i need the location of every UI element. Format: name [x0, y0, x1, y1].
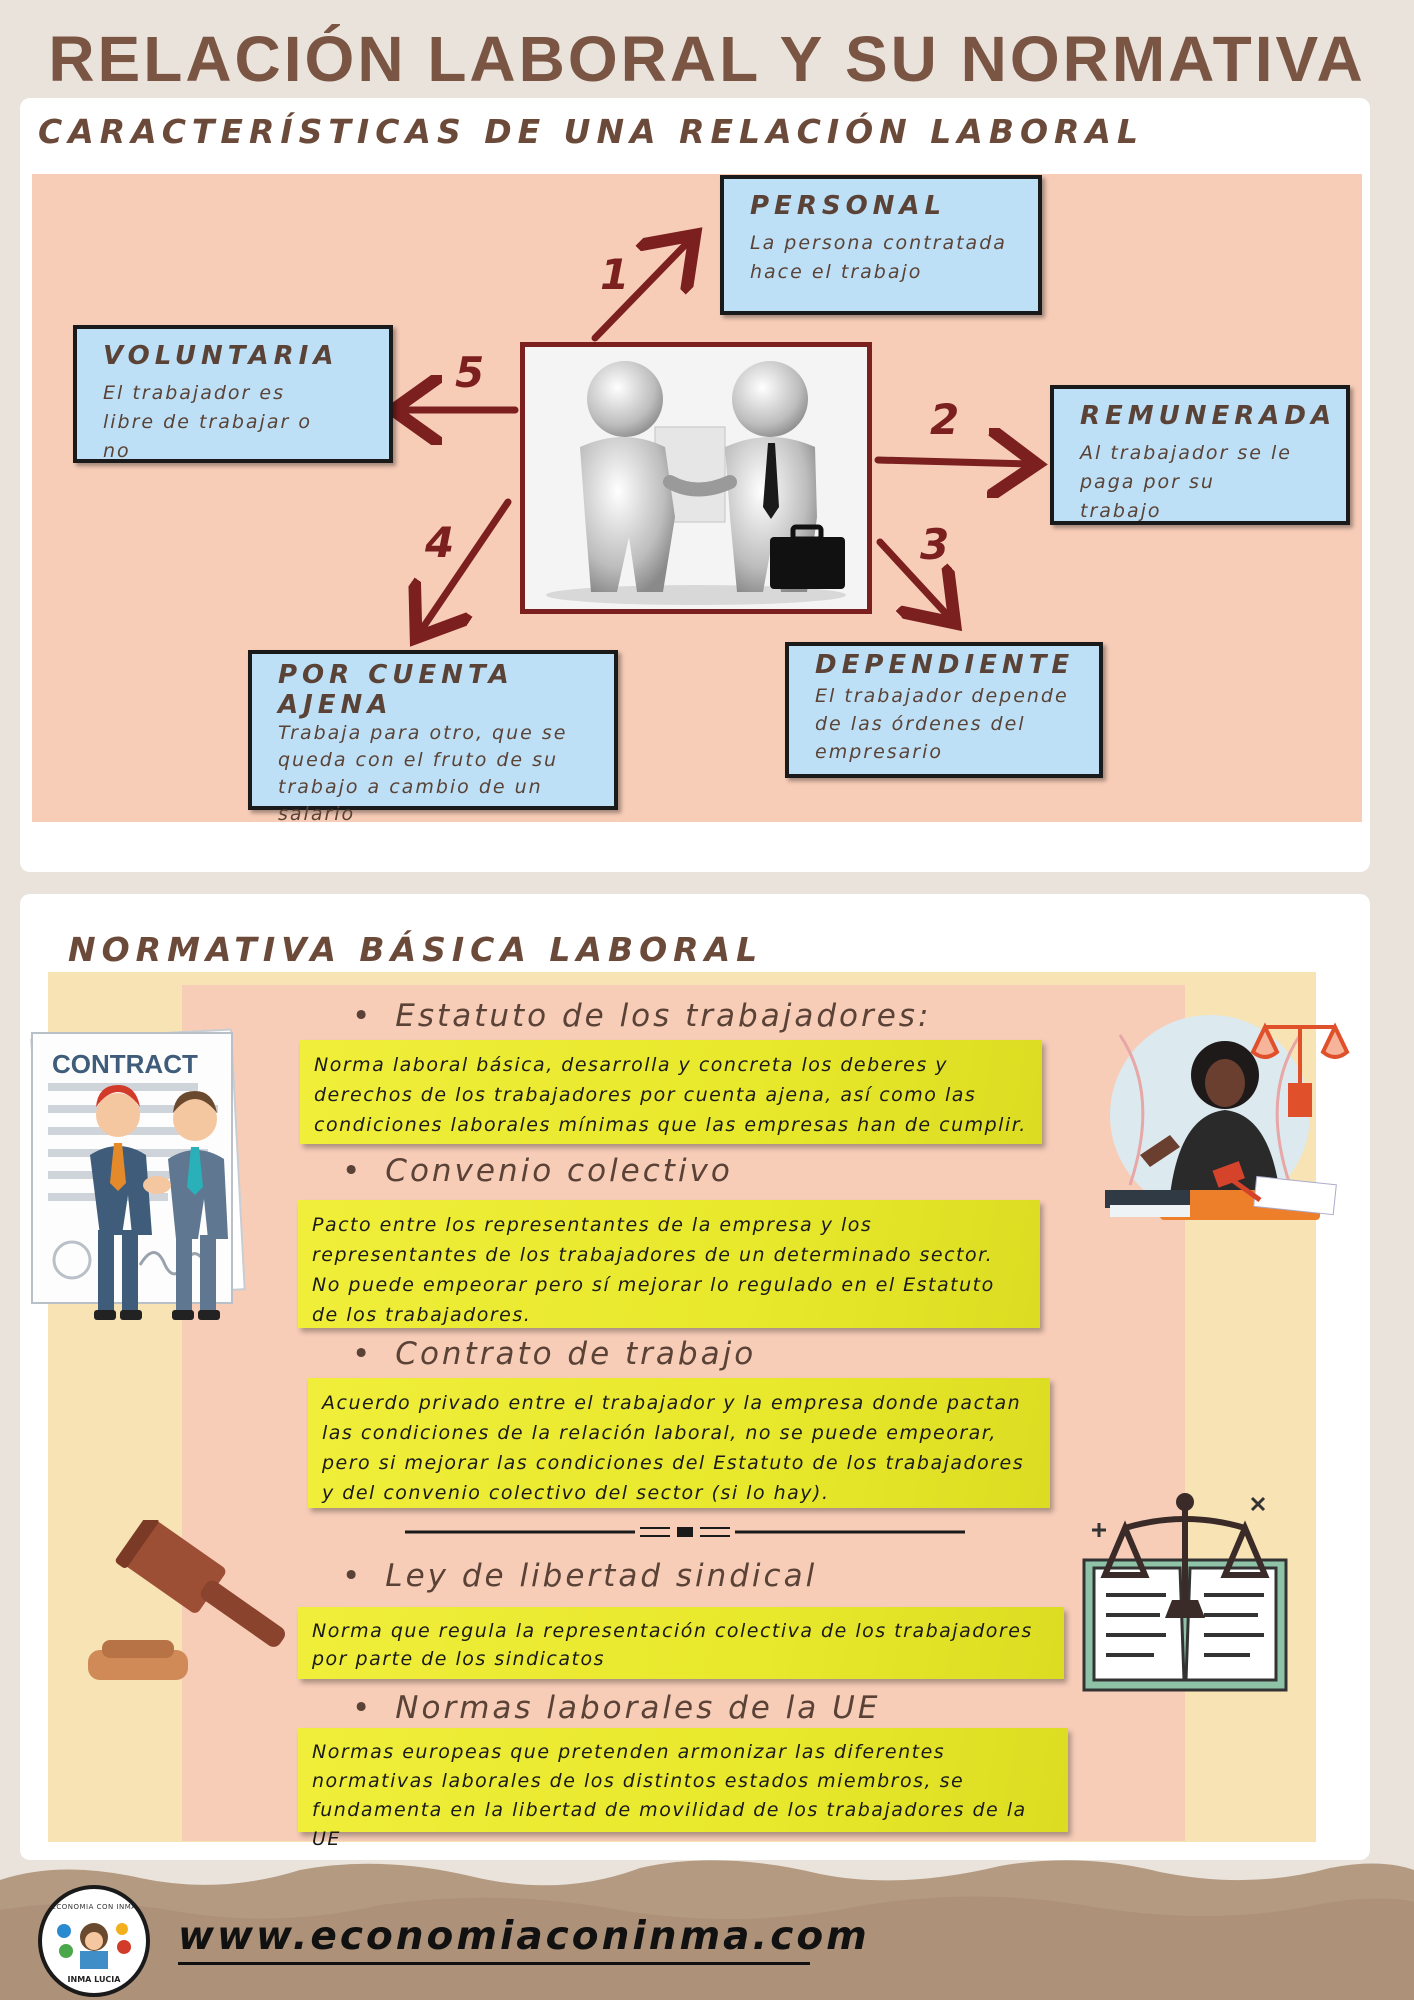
box-por-cuenta-ajena: [248, 650, 618, 825]
sticky-estatuto: [300, 1040, 1042, 1144]
norm-heading-convenio: • Convenio colectivo: [342, 1153, 733, 1189]
sticky-ley-text: Norma que regula la representación colectiva de los trabajadores por parte de los sindicatos: [312, 1620, 1033, 1670]
sticky-ue: [298, 1728, 1068, 1850]
sticky-ley: [298, 1607, 1064, 1679]
box-remunerada-text: Al trabajador se le paga por su trabajo: [1080, 442, 1292, 522]
box-voluntaria-text: El trabajador es libre de trabajar o no: [103, 382, 312, 462]
footer-website-link[interactable]: www.economiaconinma.com: [178, 1914, 870, 1959]
sticky-convenio-text: Pacto entre los representantes de la empresa y los representantes de los trabajadores de un determinado sector. No puede empeorar pero sí mejorar lo regulado en el Estatuto de los trabajadores.: [312, 1214, 995, 1326]
judge-icon: [1100, 1005, 1350, 1245]
box-remunerada-title: REMUNERADA: [1080, 401, 1337, 431]
box-personal-title: PERSONAL: [750, 191, 947, 221]
contract-illustration: [30, 1025, 270, 1335]
handshake-image: [520, 342, 872, 614]
box-por-cuenta-ajena-text: Trabaja para otro, que se queda con el fruto de su trabajo a cambio de un salario: [278, 722, 568, 825]
norm-heading-ley: • Ley de libertad sindical: [342, 1558, 817, 1594]
characteristics-heading: CARACTERÍSTICAS DE UNA RELACIÓN LABORAL: [38, 112, 1145, 151]
logo-badge: [38, 1885, 150, 1997]
contract-label: CONTRACT: [52, 1049, 198, 1079]
box-voluntaria: [73, 325, 393, 463]
sticky-ue-text: Normas europeas que pretenden armonizar las diferentes normativas laborales de los distintos estados miembros, se fundamenta en la libertad de movilidad de los trabajadores de la UE: [312, 1741, 1027, 1850]
gavel-icon: [82, 1520, 292, 1700]
norm-heading-estatuto: • Estatuto de los trabajadores:: [352, 998, 931, 1034]
number-2: 2: [930, 395, 960, 444]
sticky-contrato: [308, 1378, 1050, 1508]
judge-illustration: [1100, 1005, 1350, 1245]
number-3: 3: [920, 520, 950, 569]
ornament-divider: [405, 1522, 965, 1542]
page-title: RELACIÓN LABORAL Y SU NORMATIVA: [48, 23, 1366, 95]
box-dependiente-title: DEPENDIENTE: [815, 650, 1075, 680]
logo-text: ECONOMIA CON INMA: [51, 1903, 137, 1911]
sticky-convenio: [298, 1200, 1040, 1328]
number-4: 4: [425, 518, 455, 567]
sticky-estatuto-text: Norma laboral básica, desarrolla y concreta los deberes y derechos de los trabajadores por cuenta ajena, así como las condiciones laborales mínimas que las empresas han de cumplir.: [314, 1054, 1027, 1136]
norm-heading-ue: • Normas laborales de la UE: [352, 1690, 880, 1726]
box-dependiente: [785, 642, 1103, 778]
box-dependiente-text: El trabajador depende de las órdenes del empresario: [815, 685, 1069, 763]
box-por-cuenta-ajena-title: POR CUENTA AJENA: [278, 660, 514, 720]
gavel-illustration: [82, 1520, 292, 1700]
footer-url-underline: [178, 1962, 810, 1965]
box-personal: [720, 175, 1042, 315]
law-book-scales-icon: [1080, 1490, 1290, 1700]
box-remunerada: [1050, 385, 1350, 525]
norm-heading-contrato: • Contrato de trabajo: [352, 1336, 756, 1372]
logo-name: INMA LUCIA: [67, 1975, 121, 1984]
number-5: 5: [455, 348, 485, 397]
arrow-2: [878, 460, 1030, 464]
book-scales-illustration: [1080, 1490, 1290, 1700]
handshake-icon: [525, 347, 867, 609]
box-personal-text: La persona contratada hace el trabajo: [750, 232, 1007, 283]
sticky-contrato-text: Acuerdo privado entre el trabajador y la empresa donde pactan las condiciones de la relación laboral, no se puede empeorar, pero si mejorar las condiciones del Estatuto de los trabajadores y del convenio colectivo del sector (si lo hay).: [322, 1392, 1025, 1504]
box-voluntaria-title: VOLUNTARIA: [103, 341, 339, 371]
number-1: 1: [600, 250, 630, 299]
normativa-heading: NORMATIVA BÁSICA LABORAL: [68, 930, 764, 969]
